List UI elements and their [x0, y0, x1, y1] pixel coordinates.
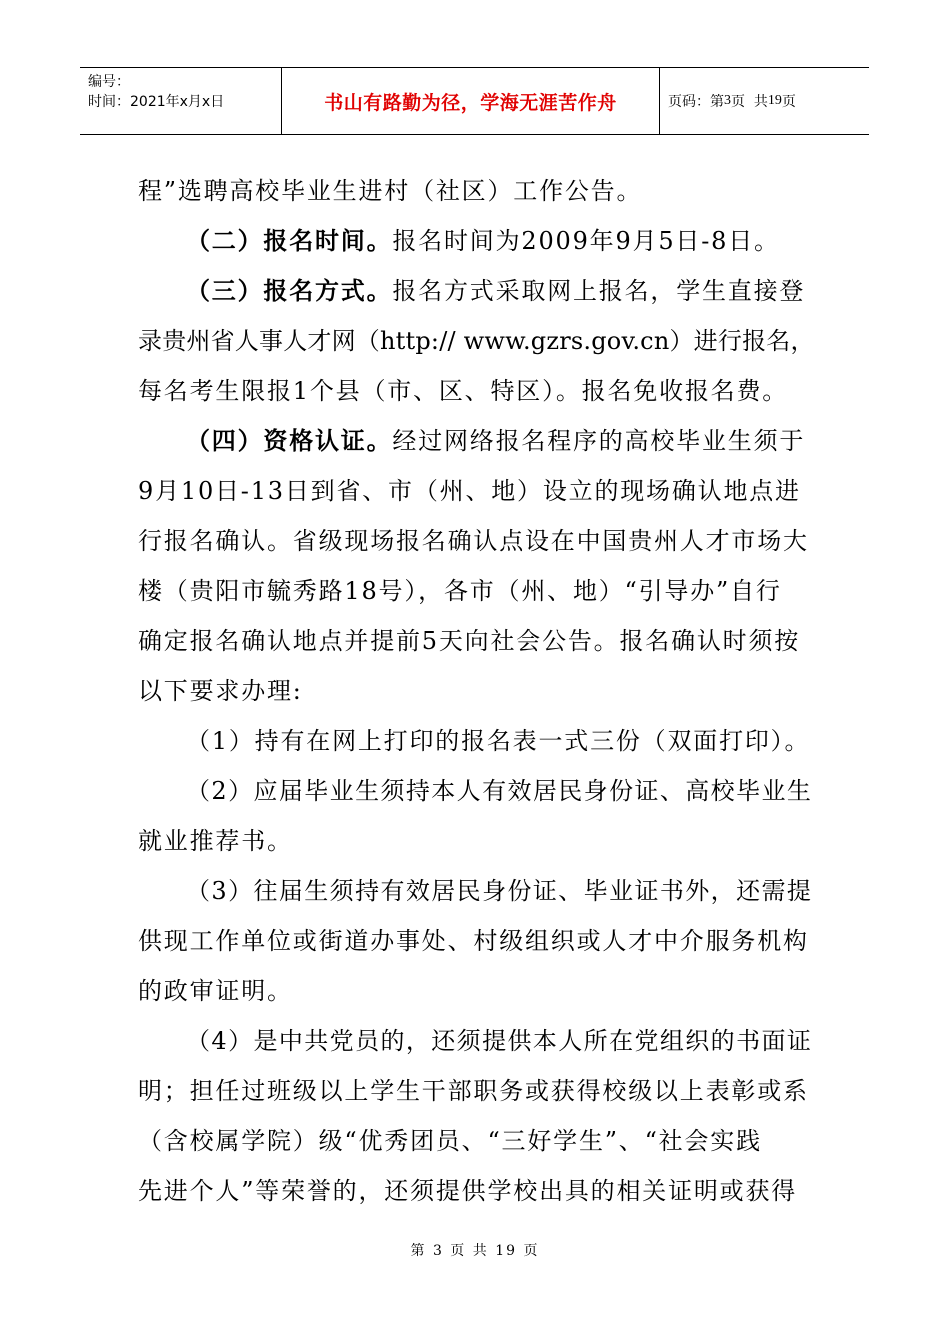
- text-line: （2）应届毕业生须持本人有效居民身份证、高校毕业生: [186, 777, 813, 805]
- page-footer: 第 3 页 共 19 页: [410, 1243, 540, 1259]
- page-header: [80, 67, 869, 135]
- text-line: （1）持有在网上打印的报名表一式三份（双面打印）。: [186, 727, 811, 755]
- page-label-a: 页码：第: [668, 94, 724, 110]
- text-line: 录贵州省人事人才网（http:// www.gzrs.gov.cn）进行报名，: [138, 327, 815, 355]
- section-heading: （二）报名时间。: [186, 226, 393, 255]
- section-text: 经过网络报名程序的高校毕业生须于: [392, 427, 806, 455]
- text-line: 就业推荐书。: [138, 827, 293, 855]
- time-label: 时间：2021年x月x日: [88, 94, 225, 110]
- document-body: [138, 166, 814, 1216]
- header-meta: [80, 68, 282, 134]
- text-line: 楼（贵阳市毓秀路18号），各市（州、地）“引导办”自行: [138, 577, 782, 605]
- page-label-b: 页 共: [731, 94, 768, 110]
- section-heading: （四）资格认证。: [186, 426, 393, 455]
- text-line: （含校属学院）级“优秀团员、“三好学生”、“社会实践: [138, 1127, 762, 1155]
- text-line: 明；担任过班级以上学生干部职务或获得校级以上表彰或系: [138, 1077, 809, 1105]
- text-line: 先进个人”等荣誉的，还须提供学校出具的相关证明或获得: [138, 1177, 798, 1205]
- header-motto: 书山有路勤为径，学海无涯苦作舟: [282, 68, 660, 134]
- section-text: 报名时间为2009年9月5日-8日。: [392, 227, 780, 255]
- text-line: 供现工作单位或街道办事处、村级组织或人才中介服务机构: [138, 927, 809, 955]
- text-line: [138, 216, 814, 266]
- serial-label: 编号：: [88, 74, 130, 90]
- text-line: 的政审证明。: [138, 977, 293, 1005]
- text-line: 行报名确认。省级现场报名确认点设在中国贵州人才市场大: [138, 527, 809, 555]
- header-page-info: [660, 68, 869, 134]
- text-line: 以下要求办理:: [138, 677, 303, 705]
- text-line: [138, 416, 814, 466]
- text-line: 确定报名确认地点并提前5天向社会公告。报名确认时须按: [138, 627, 801, 655]
- text-line: 9月10日-13日到省、市（州、地）设立的现场确认地点进: [138, 477, 801, 505]
- text-line: （4）是中共党员的，还须提供本人所在党组织的书面证: [186, 1027, 813, 1055]
- text-line: （3）往届生须持有效居民身份证、毕业证书外，还需提: [186, 877, 813, 905]
- section-heading: （三）报名方式。: [186, 276, 393, 305]
- section-text: 报名方式采取网上报名，学生直接登: [392, 277, 806, 305]
- page-current: 3: [724, 93, 731, 108]
- text-line: 每名考生限报1个县（市、区、特区）。报名免收报名费。: [138, 377, 789, 405]
- text-line: [138, 266, 814, 316]
- page-label-c: 页: [781, 94, 796, 110]
- text-line: 程”选聘高校毕业生进村（社区）工作公告。: [138, 177, 643, 205]
- page-total: 19: [767, 93, 782, 108]
